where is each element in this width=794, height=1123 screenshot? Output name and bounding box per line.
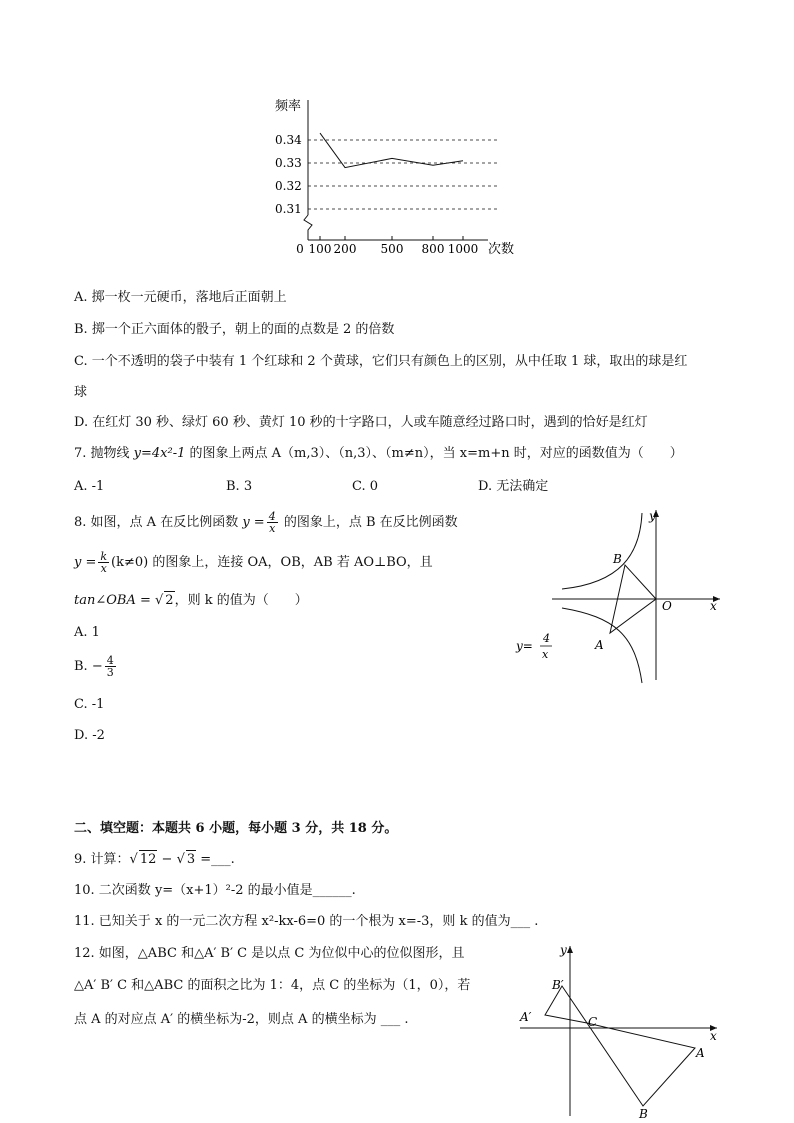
chart-y-axis-break (304, 215, 312, 240)
chart-y-tick-label: 0.32 (275, 179, 302, 193)
q7-option-a: A. -1 (74, 479, 105, 494)
q8-line2: y = $\frac{k}{x}$ (k≠0) 的图象上，连接 OA，OB，AB 若 AO⊥BO，且 (74, 550, 433, 575)
chart-x-tick-label: 500 (380, 242, 404, 256)
chart-y-tick-label: 0.34 (275, 133, 302, 147)
section-2-heading: 二、填空题：本题共 6 小题，每小题 3 分，共 18 分。 (74, 821, 398, 836)
q6-option-a: A. 掷一枚一元硬币，落地后正面朝上 (74, 290, 287, 305)
q8-option-a: A. 1 (74, 625, 100, 640)
q7-option-b: B. 3 (226, 479, 253, 494)
q7-option-c: C. 0 (352, 479, 379, 494)
chart-x-tick-label: 800 (421, 242, 445, 256)
q12-label-c: C (588, 1015, 598, 1029)
q8-line3: tan∠OBA = √ 2，则 k 的值为（ ） (74, 593, 308, 608)
q6-option-c-line1: C. 一个不透明的袋子中装有 1 个红球和 2 个黄球，它们只有颜色上的区别，从中任取 1 球，取出的球是红 (74, 354, 688, 369)
chart-y-tick-label: 0.31 (275, 202, 302, 216)
q8-label-b: B (613, 552, 622, 566)
q6-option-b: B. 掷一个正六面体的骰子，朝上的面的点数是 2 的倍数 (74, 322, 395, 337)
q12-label-b: B (639, 1107, 648, 1120)
q12-label-x: x (710, 1029, 717, 1043)
q11: 11. 已知关于 x 的一元二次方程 x²-kx-6=0 的一个根为 x=-3，则 k 的值为___ . (74, 914, 539, 929)
q9: 9. 计算：√ 12 − √ 3 =___. (74, 852, 235, 867)
q8-curve-label-den: x (542, 648, 549, 661)
q12-label-y: y (560, 943, 567, 957)
q12-line1: 12. 如图，△ABC 和△A′ B′ C 是以点 C 为位似中心的位似图形，且 (74, 946, 465, 961)
q10: 10. 二次函数 y=（x+1）²-2 的最小值是______. (74, 883, 356, 898)
chart-x-tick-label: 0 (296, 242, 304, 256)
q12-triangle-abc (587, 1023, 695, 1106)
q8-label-a: A (595, 638, 604, 652)
q8-option-b: B. − $\frac{4}{3}$ (74, 654, 114, 679)
q12-line2: △A′ B′ C 和△ABC 的面积之比为 1：4，点 C 的坐标为（1，0），若 (74, 978, 471, 993)
q6-option-d: D. 在红灯 30 秒、绿灯 60 秒、黄灯 10 秒的十字路口，人或车随意经过路口时，遇到的恰好是红灯 (74, 415, 648, 430)
q8-label-y: y (649, 509, 656, 523)
q8-option-c: C. -1 (74, 697, 105, 712)
chart-series-line (320, 133, 463, 168)
q12-label-a-prime: A′ (520, 1010, 532, 1024)
q8-figure (510, 505, 730, 685)
chart-y-tick-label: 0.33 (275, 156, 302, 170)
q12-label-b-prime: B′ (552, 978, 564, 992)
q8-label-o: O (662, 599, 672, 613)
q12-figure (515, 940, 725, 1120)
chart-x-tick-label: 100 (308, 242, 332, 256)
chart-x-tick-label: 1000 (447, 242, 479, 256)
q6-option-c-line2: 球 (74, 385, 88, 400)
q8-curve-upper (562, 513, 642, 589)
frequency-chart (270, 95, 530, 260)
q7-option-d: D. 无法确定 (478, 479, 549, 494)
q7-stem: 7. 抛物线 y=4x²-1 的图象上两点 A（m,3）、（n,3）、（m≠n），当 x=m+n 时，对应的函数值为（ ） (74, 446, 683, 461)
q8-line1: 8. 如图，点 A 在反比例函数 y = $\frac{4}{x}$ 的图象上，点 B 在反比例函数 (74, 510, 458, 535)
q8-curve-label-num: 4 (543, 632, 550, 645)
q12-line3: 点 A 的对应点 A′ 的横坐标为-2，则点 A 的横坐标为 ___ . (74, 1012, 409, 1027)
q8-option-d: D. -2 (74, 728, 105, 743)
chart-x-tick-label: 200 (333, 242, 357, 256)
chart-x-label: 次数 (488, 242, 515, 257)
q8-curve-label: y= (516, 639, 533, 653)
chart-y-label: 频率 (275, 99, 302, 114)
q8-label-x: x (710, 599, 717, 613)
q12-label-a: A (696, 1046, 705, 1060)
